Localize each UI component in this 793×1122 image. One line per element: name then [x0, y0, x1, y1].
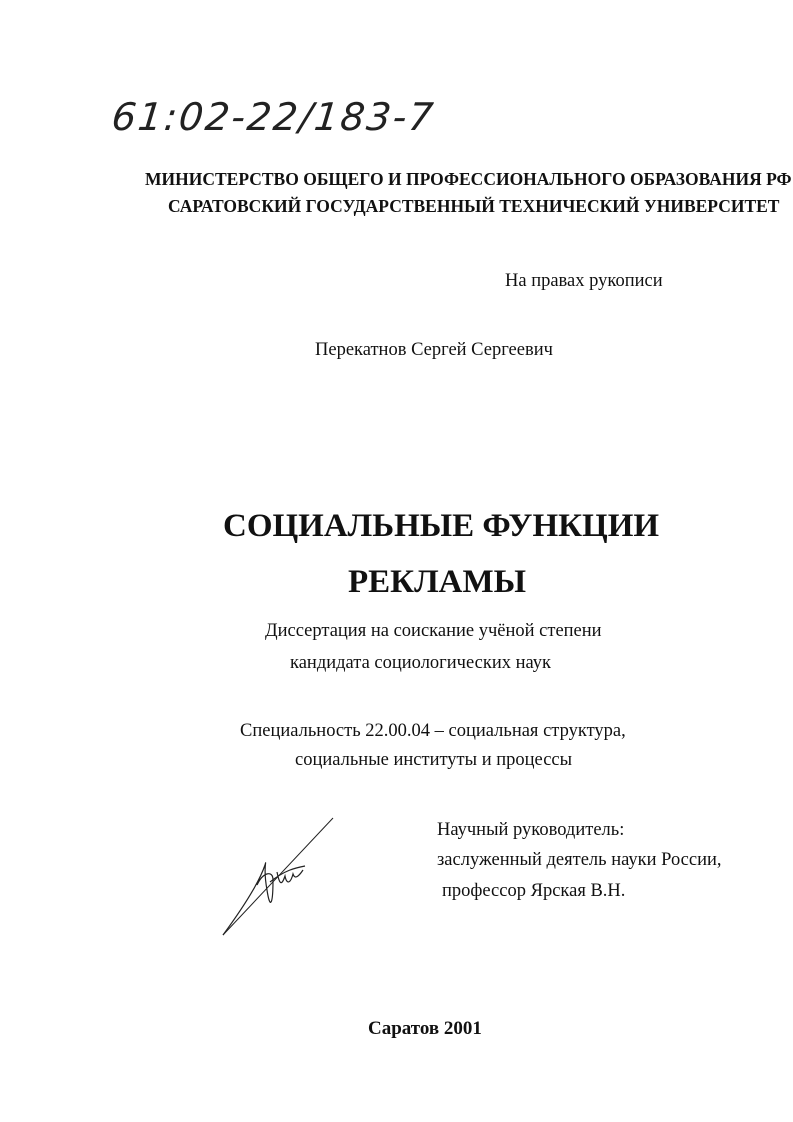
title-line-2: РЕКЛАМЫ: [348, 564, 527, 600]
supervisor-name: профессор Ярская В.Н.: [442, 881, 626, 901]
university-heading: САРАТОВСКИЙ ГОСУДАРСТВЕННЫЙ ТЕХНИЧЕСКИЙ УНИВЕРСИТЕТ: [168, 196, 780, 216]
specialty-line-1: Специальность 22.00.04 – социальная структура,: [240, 721, 626, 741]
ministry-heading: МИНИСТЕРСТВО ОБЩЕГО И ПРОФЕССИОНАЛЬНОГО ОБРАЗОВАНИЯ РФ: [145, 169, 792, 189]
signature-icon: [215, 810, 345, 940]
manuscript-note: На правах рукописи: [505, 271, 663, 291]
specialty-line-2: социальные институты и процессы: [295, 750, 573, 770]
archive-code-handwritten: 61:02-22/183-7: [109, 95, 438, 139]
author-name: Перекатнов Сергей Сергеевич: [315, 340, 553, 360]
supervisor-honor: заслуженный деятель науки России,: [437, 850, 722, 870]
degree-line-1: Диссертация на соискание учёной степени: [265, 621, 602, 641]
degree-line-2: кандидата социологических наук: [290, 653, 552, 673]
city-year: Саратов 2001: [368, 1018, 482, 1039]
title-line-1: СОЦИАЛЬНЫЕ ФУНКЦИИ: [223, 508, 660, 544]
supervisor-label: Научный руководитель:: [437, 820, 625, 840]
